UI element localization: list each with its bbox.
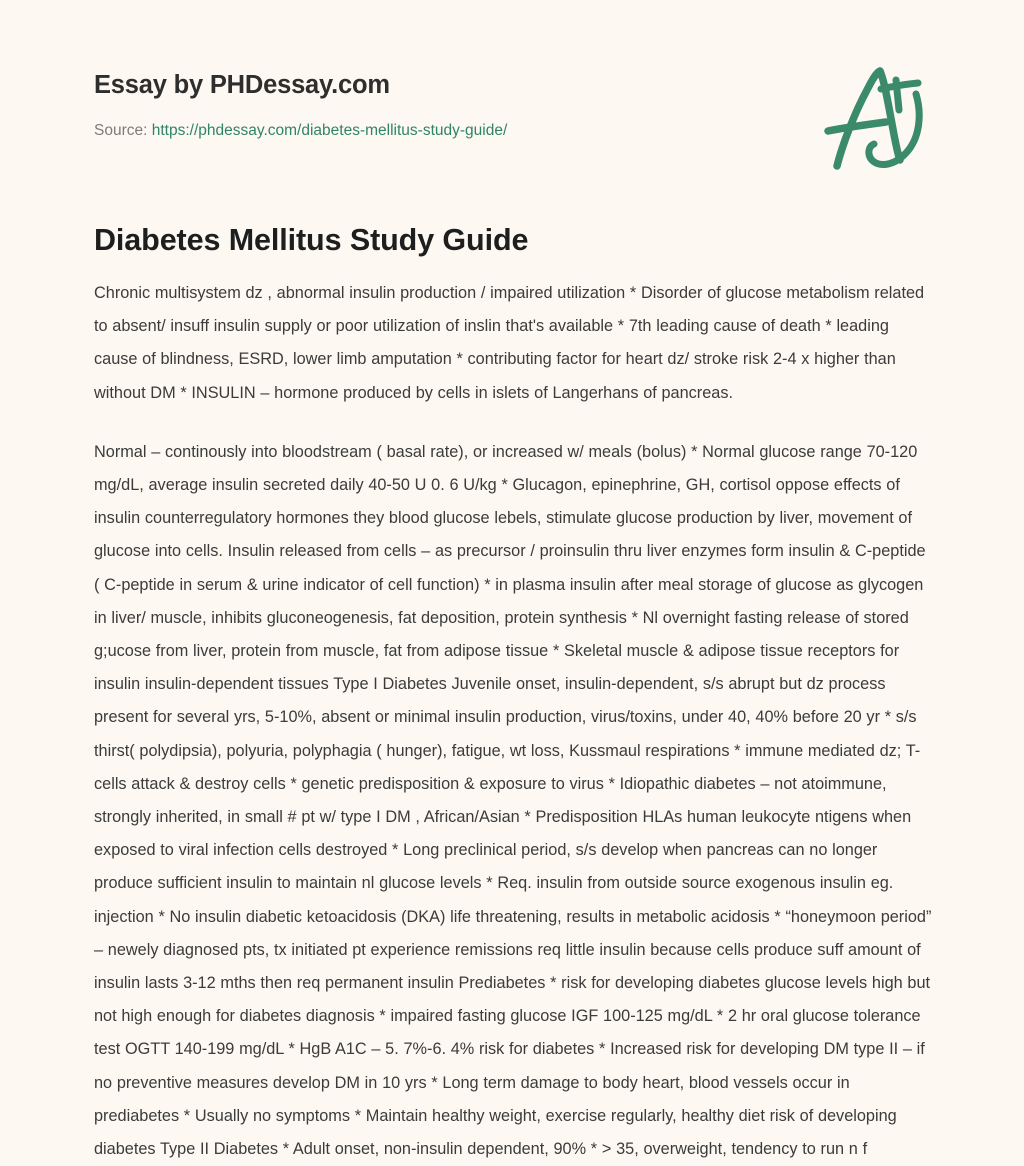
source-line	[94, 122, 507, 140]
source-label: Source:	[94, 122, 152, 139]
source-url-link[interactable]: https://phdessay.com/diabetes-mellitus-study-guide/	[151, 122, 508, 139]
page-header	[0, 0, 1024, 190]
page-title: Diabetes Mellitus Study Guide	[94, 223, 529, 258]
brand-title: Essay by PHDessay.com	[94, 71, 390, 99]
essay-body	[94, 277, 932, 1166]
essay-paragraph: Normal – continously into bloodstream ( basal rate), or increased w/ meals (bolus) * Normal glucose range 70-120 mg/dL, average insulin secreted daily 40-50 U 0. 6 U/kg * Glucagon, epinephrine, GH, cortisol oppose effects of insulin counterregulatory hormones they blood glucose lebels, stimulate glucose production by liver, movement of glucose into cells. Insulin released from cells – as precursor / proinsulin thru liver enzymes form insulin & C-peptide ( C-peptide in serum & urine indicator of cell function) * in plasma insulin after meal storage of glucose as glycogen in liver/ muscle, inhibits gluconeogenesis, fat deposition, protein synthesis * Nl overnight fasting release of stored g;ucose from liver, protein from muscle, fat from adipose tissue * Skeletal muscle & adipose tissue receptors for insulin insulin-dependent tissues Type I Diabetes Juvenile onset, insulin-dependent, s/s abrupt but dz process present for several yrs, 5-10%, absent or minimal insulin production, virus/toxins, under 40, 40% before 20 yr * s/s thirst( polydipsia), polyuria, polyphagia ( hunger), fatigue, wt loss, Kussmaul respirations * immune mediated dz; T-cells attack & destroy cells * genetic predisposition & exposure to virus * Idiopathic diabetes – not atoimmune, strongly inherited, in small # pt w/ type I DM , African/Asian * Predisposition HLAs human leukocyte ntigens when exposed to viral infection cells destroyed * Long preclinical period, s/s develop when pancreas can no longer produce sufficient insulin to maintain nl glucose levels * Req. insulin from outside source exogenous insulin eg. injection * No insulin diabetic ketoacidosis (DKA) life threatening, results in metabolic acidosis * “honeymoon period” – newely diagnosed pts, tx initiated pt experience remissions req little insulin because cells produce suff amount of insulin lasts 3-12 mths then req permanent insulin Prediabetes * risk for developing diabetes glucose levels high but not high enough for diabetes diagnosis * impaired fasting glucose IGF 100-125 mg/dL * 2 hr oral glucose tolerance test OGTT 140-199 mg/dL * HgB A1C – 5. 7%-6. 4% risk for diabetes * Increased risk for developing DM type II – if no preventive measures develop DM in 10 yrs * Long term damage to body heart, blood vessels occur in prediabetes * Usually no symptoms * Maintain healthy weight, exercise regularly, healthy diet risk of developing diabetes Type II Diabetes * Adult onset, non-insulin dependent, 90% * > 35, overweight, tendency to run n f	[94, 442, 932, 1159]
essay-paragraph: Chronic multisystem dz , abnormal insulin production / impaired utilization * Disorder of glucose metabolism related to absent/ insuff insulin supply or poor utilization of inslin that's available * 7th leading cause of death * leading cause of blindness, ESRD, lower limb amputation * contributing factor for heart dz/ stroke risk 2-4 x higher than without DM * INSULIN – hormone produced by cells in islets of Langerhans of pancreas.	[94, 284, 925, 402]
aplus-logo	[812, 58, 942, 176]
aplus-logo-icon	[812, 58, 942, 176]
